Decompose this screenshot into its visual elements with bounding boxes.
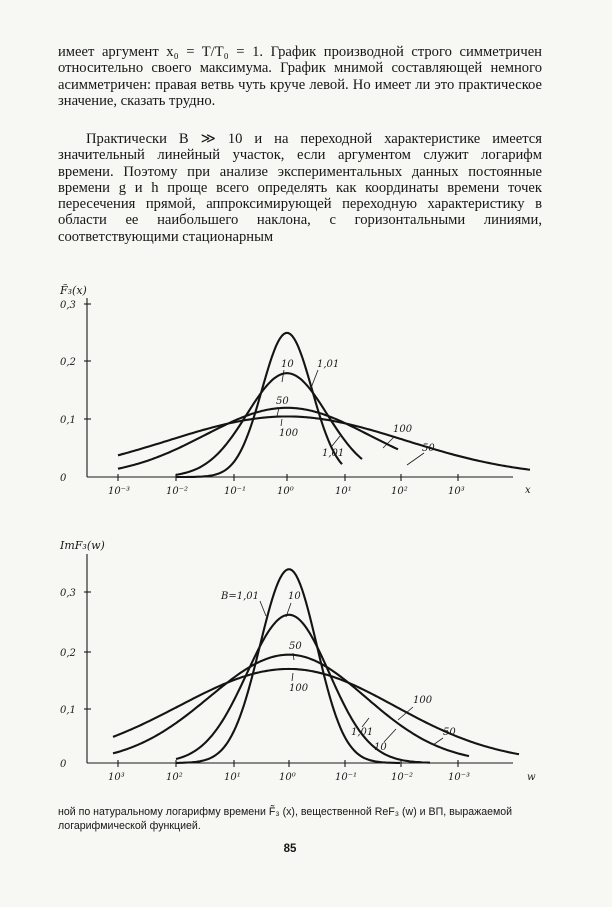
annotation-leader (281, 419, 282, 426)
y-tick-label: 0,1 (60, 415, 76, 426)
series-line-10 (176, 373, 362, 475)
x-tick-label: 10² (166, 772, 183, 782)
annotation-leader (384, 729, 396, 742)
annotation-leader (362, 718, 369, 727)
series-annotation: 50 (289, 641, 302, 652)
series-annotation: 100 (413, 695, 433, 706)
paragraph-2: Практически B ≫ 10 и на переходной характеристике имеется значительный линейный участок, если аргументом служит логарифм времени. Поэтому при анализе экспериментальных данных постоянные времени g и h проще всего определять как координаты времени точек пересечения прямой, аппроксимирующей переходную характеристику в области ее наибольшего наклона, с горизонтальными линиями, соответствующими стационарным (58, 131, 542, 245)
annotation-leader (407, 453, 424, 465)
y-tick-label: 0 (60, 759, 67, 770)
x-tick-label: 10¹ (224, 772, 241, 782)
annotation-leader (332, 436, 340, 446)
annotation-leader (433, 738, 443, 745)
page-number: 85 (283, 843, 297, 855)
chart1-xlabel: x (525, 485, 531, 496)
x-tick-label: 10⁻³ (108, 486, 131, 497)
x-tick-label: 10⁻³ (448, 772, 471, 782)
series-annotation: 50 (276, 396, 289, 407)
figure-caption: ной по натуральному логарифму времени F̃₃ (x), вещественной ReF₃ (w) и ВП, выражаемой логарифмической функцией. (58, 806, 513, 832)
series-line-1-01 (176, 333, 345, 477)
x-tick-label: 10¹ (335, 486, 352, 497)
y-tick-label: 0,1 (60, 705, 76, 716)
chart-imaginary (0, 532, 612, 782)
series-annotation: 1,01 (322, 448, 345, 459)
annotation-leader (282, 370, 284, 382)
series-annotation: 100 (279, 428, 299, 439)
annotation-leader (311, 370, 318, 388)
series-annotation: 100 (289, 683, 309, 694)
x-tick-label: 10⁻² (166, 486, 189, 497)
series-annotation: 1,01 (351, 727, 374, 738)
y-tick-label: 0,3 (60, 588, 76, 599)
y-tick-label: 0 (60, 473, 67, 484)
series-annotation: 50 (422, 443, 435, 454)
series-line-100 (113, 669, 519, 754)
series-line-50 (118, 408, 398, 469)
chart1-ylabel: F̃₃(x) (60, 284, 87, 297)
chart2-ylabel: ImF₃(w) (60, 539, 105, 552)
x-tick-label: 10⁰ (279, 772, 296, 782)
series-annotation: 1,01 (317, 359, 340, 370)
x-tick-label: 10⁻¹ (224, 486, 247, 497)
y-tick-label: 0,2 (60, 648, 76, 659)
series-annotation: 10 (281, 359, 294, 370)
x-tick-label: 10⁻² (391, 772, 414, 782)
x-tick-label: 10⁰ (277, 486, 294, 497)
series-line-100 (118, 417, 530, 470)
x-tick-label: 10⁻¹ (335, 772, 358, 782)
x-tick-label: 10³ (108, 772, 125, 782)
x-tick-label: 10² (391, 486, 408, 497)
y-tick-label: 0,3 (60, 300, 76, 311)
series-annotation: 50 (443, 727, 456, 738)
series-annotation: 10 (288, 591, 301, 602)
series-annotation: 100 (393, 424, 413, 435)
x-tick-label: 10³ (448, 486, 465, 497)
chart-derivative (0, 276, 612, 506)
series-annotation: B=1,01 (221, 591, 259, 602)
paragraph-1: имеет аргумент x₀ = T/T₀ = 1. График производной строго симметричен относительно своего максимума. График мнимой составляющей немного асимметричен: правая ветвь чуть круче левой. Но имеет ли это практическое значение, сказать трудно. (58, 44, 542, 109)
y-tick-label: 0,2 (60, 357, 76, 368)
annotation-leader (260, 601, 266, 616)
chart2-xlabel: w (527, 772, 536, 782)
series-annotation: 10 (374, 742, 387, 753)
annotation-leader (292, 673, 293, 681)
